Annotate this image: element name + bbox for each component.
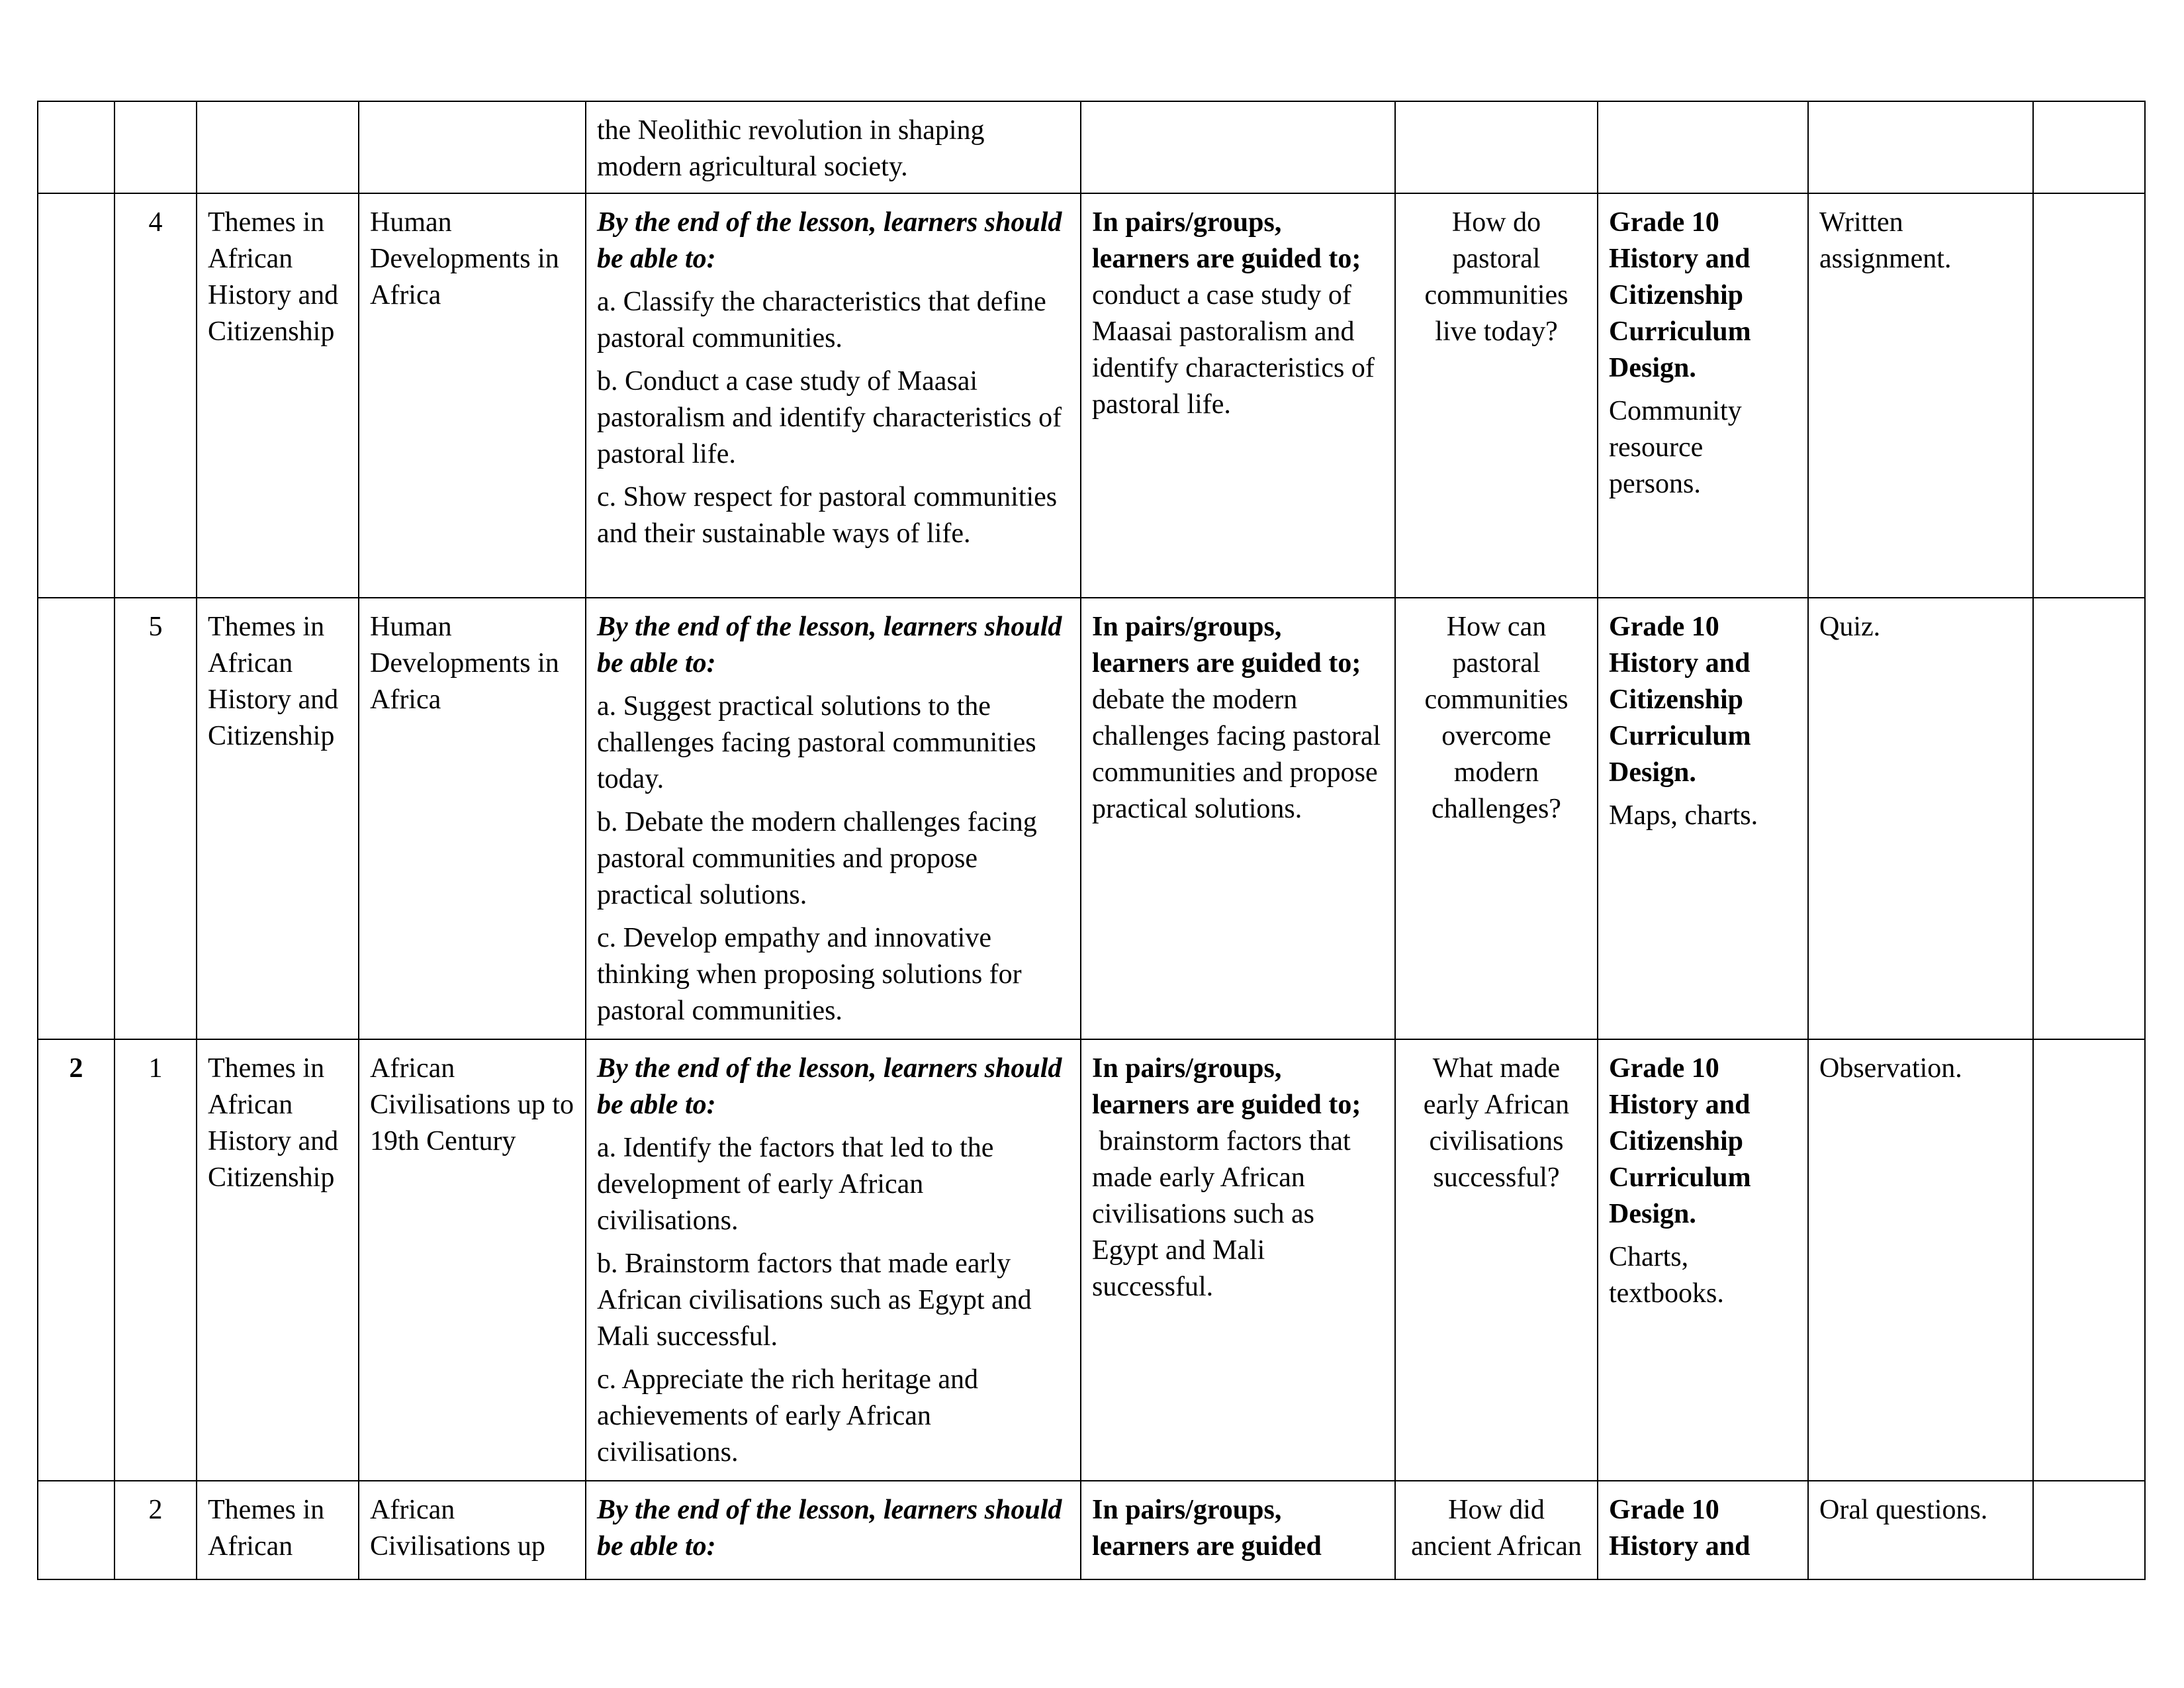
resources-cell xyxy=(1598,193,1808,598)
objective-item: b. Debate the modern challenges facing pastoral communities and propose practical solutions. xyxy=(597,807,1037,910)
resources-heading: Grade 10 History and Citizenship Curriculum Design. xyxy=(1609,612,1751,788)
learning-experiences-cell xyxy=(1081,598,1395,1039)
sub-strand-cell: African Civilisations up to 19th Century xyxy=(359,1039,586,1481)
assessment-cell xyxy=(1808,101,2033,193)
objective-item: a. Suggest practical solutions to the challenges facing pastoral communities today. xyxy=(597,691,1036,794)
experiences-heading: In pairs/groups, learners are guided to; xyxy=(1092,1053,1361,1120)
experiences-heading: In pairs/groups, learners are guided to; xyxy=(1092,612,1361,679)
sub-strand-cell xyxy=(359,101,586,193)
learning-experiences-cell xyxy=(1081,1481,1395,1579)
resources-extra: Maps, charts. xyxy=(1609,800,1758,831)
learning-experiences-cell xyxy=(1081,1039,1395,1481)
experiences-heading: In pairs/groups, learners are guided to; xyxy=(1092,207,1361,274)
reflection-cell xyxy=(2033,1481,2145,1579)
inquiry-question-cell: How can pastoral communities overcome modern challenges? xyxy=(1395,598,1598,1039)
experiences-body: brainstorm factors that made early African civilisations such as Egypt and Mali successful. xyxy=(1092,1126,1358,1302)
objectives-cell xyxy=(586,1481,1081,1579)
week-cell xyxy=(38,101,114,193)
reflection-cell xyxy=(2033,101,2145,193)
strand-cell: Themes in African History and Citizenship xyxy=(197,598,359,1039)
objectives-heading: By the end of the lesson, learners should be able to: xyxy=(597,612,1062,679)
objective-item: c. Develop empathy and innovative thinking when proposing solutions for pastoral communities. xyxy=(597,923,1022,1026)
resources-extra: Community resource persons. xyxy=(1609,396,1742,499)
assessment-cell: Observation. xyxy=(1808,1039,2033,1481)
objective-item: b. Conduct a case study of Maasai pastoralism and identify characteristics of pastoral life. xyxy=(597,366,1062,469)
table-row xyxy=(38,1039,2145,1481)
objectives-heading: By the end of the lesson, learners should be able to: xyxy=(597,1495,1062,1562)
strand-cell: Themes in African History and Citizenship xyxy=(197,193,359,598)
inquiry-question-cell: How did ancient African xyxy=(1395,1481,1598,1579)
resources-heading: Grade 10 History and xyxy=(1609,1495,1751,1562)
resources-cell xyxy=(1598,101,1808,193)
sub-strand-cell: Human Developments in Africa xyxy=(359,193,586,598)
resources-cell xyxy=(1598,1039,1808,1481)
lesson-cell xyxy=(114,101,197,193)
week-cell xyxy=(38,598,114,1039)
sub-strand-cell: Human Developments in Africa xyxy=(359,598,586,1039)
learning-experiences-cell xyxy=(1081,193,1395,598)
objectives-cell xyxy=(586,598,1081,1039)
experiences-body: debate the modern challenges facing pastoral communities and propose practical solutions. xyxy=(1092,684,1381,824)
resources-heading: Grade 10 History and Citizenship Curriculum Design. xyxy=(1609,1053,1751,1229)
objective-item: a. Classify the characteristics that define pastoral communities. xyxy=(597,287,1046,353)
objectives-heading: By the end of the lesson, learners should be able to: xyxy=(597,207,1062,274)
strand-cell xyxy=(197,101,359,193)
reflection-cell xyxy=(2033,1039,2145,1481)
assessment-cell: Quiz. xyxy=(1808,598,2033,1039)
reflection-cell xyxy=(2033,598,2145,1039)
objectives-cell xyxy=(586,193,1081,598)
objective-item: a. Identify the factors that led to the development of early African civilisations. xyxy=(597,1133,994,1236)
strand-cell: Themes in African History and Citizenship xyxy=(197,1039,359,1481)
week-cell xyxy=(38,193,114,598)
learning-experiences-cell xyxy=(1081,101,1395,193)
lesson-cell: 2 xyxy=(114,1481,197,1579)
lesson-cell: 4 xyxy=(114,193,197,598)
experiences-heading: In pairs/groups, learners are guided xyxy=(1092,1495,1322,1562)
table-row xyxy=(38,1481,2145,1579)
assessment-cell: Oral questions. xyxy=(1808,1481,2033,1579)
inquiry-question-cell: How do pastoral communities live today? xyxy=(1395,193,1598,598)
objectives-continuation: the Neolithic revolution in shaping modern agricultural society. xyxy=(597,115,985,182)
resources-cell xyxy=(1598,1481,1808,1579)
table-row xyxy=(38,598,2145,1039)
reflection-cell xyxy=(2033,193,2145,598)
objectives-heading: By the end of the lesson, learners should be able to: xyxy=(597,1053,1062,1120)
week-cell: 2 xyxy=(38,1039,114,1481)
assessment-cell: Written assignment. xyxy=(1808,193,2033,598)
week-cell xyxy=(38,1481,114,1579)
objectives-cell xyxy=(586,1039,1081,1481)
resources-extra: Charts, textbooks. xyxy=(1609,1242,1724,1309)
table-row xyxy=(38,101,2145,193)
objectives-cell xyxy=(586,101,1081,193)
scheme-of-work-table xyxy=(37,101,2146,1580)
objective-item: c. Show respect for pastoral communities and their sustainable ways of life. xyxy=(597,482,1058,549)
resources-cell xyxy=(1598,598,1808,1039)
resources-heading: Grade 10 History and Citizenship Curriculum Design. xyxy=(1609,207,1751,383)
inquiry-question-cell xyxy=(1395,101,1598,193)
inquiry-question-cell: What made early African civilisations successful? xyxy=(1395,1039,1598,1481)
lesson-cell: 5 xyxy=(114,598,197,1039)
objective-item: b. Brainstorm factors that made early African civilisations such as Egypt and Mali successful. xyxy=(597,1248,1032,1352)
table-row xyxy=(38,193,2145,598)
sub-strand-cell: African Civilisations up xyxy=(359,1481,586,1579)
experiences-body: conduct a case study of Maasai pastoralism and identify characteristics of pastoral life. xyxy=(1092,280,1375,420)
lesson-cell: 1 xyxy=(114,1039,197,1481)
strand-cell: Themes in African xyxy=(197,1481,359,1579)
objective-item: c. Appreciate the rich heritage and achievements of early African civilisations. xyxy=(597,1364,979,1468)
